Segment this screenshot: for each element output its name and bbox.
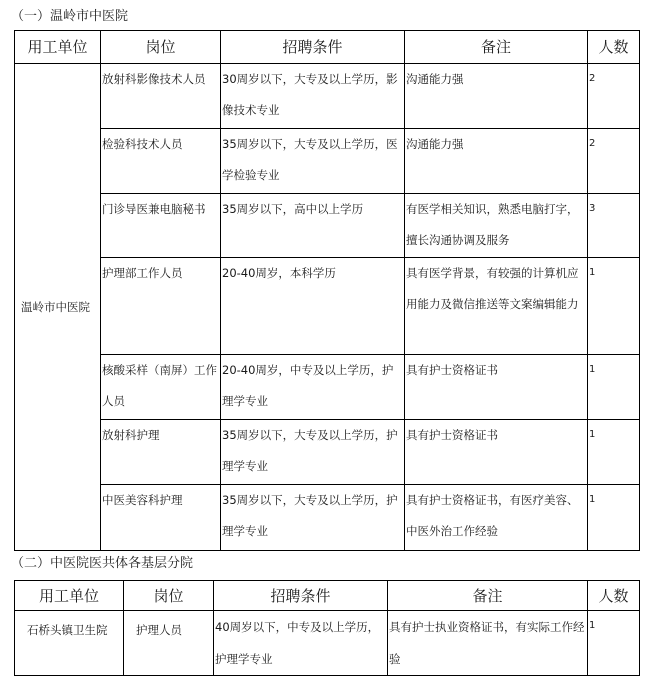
note-cell: 具有护士执业资格证书，有实际工作经验 (389, 620, 585, 666)
condition-cell: 40周岁以下，中专及以上学历，护理学专业 (215, 620, 380, 666)
table-row (15, 258, 640, 355)
table-row (15, 64, 640, 129)
header-note: 备注 (405, 31, 588, 64)
count-cell: 1 (589, 494, 596, 505)
note-cell: 沟通能力强 (406, 137, 464, 151)
post-cell: 门诊导医兼电脑秘书 (102, 202, 206, 216)
post-cell: 检验科技术人员 (102, 137, 183, 151)
table-header-row (15, 581, 640, 611)
note-cell: 有医学相关知识，熟悉电脑打字，擅长沟通协调及服务 (406, 202, 579, 247)
table-row (15, 355, 640, 420)
section1-table (14, 30, 640, 551)
post-cell: 核酸采样（南屏）工作人员 (102, 363, 217, 408)
table-row (15, 194, 640, 258)
condition-cell: 30周岁以下，大专及以上学历，影像技术专业 (222, 72, 398, 117)
count-cell: 3 (589, 203, 596, 214)
note-cell: 具有护士资格证书，有医疗美容、中医外治工作经验 (406, 493, 579, 538)
section2-title: （二）中医院医共体各基层分院 (11, 556, 194, 571)
header-count: 人数 (588, 581, 640, 611)
header-note: 备注 (388, 581, 588, 611)
table-header-row (15, 31, 640, 64)
count-cell: 1 (589, 364, 596, 375)
header-unit: 用工单位 (15, 31, 101, 64)
header-post: 岗位 (101, 31, 221, 64)
post-cell: 中医美容科护理 (102, 493, 183, 507)
note-cell: 沟通能力强 (406, 72, 464, 86)
condition-cell: 20-40周岁，中专及以上学历，护理学专业 (222, 363, 394, 408)
count-cell: 1 (589, 620, 596, 631)
count-cell: 2 (589, 73, 596, 84)
section2-table (14, 580, 640, 676)
condition-cell: 35周岁以下，高中以上学历 (222, 202, 364, 216)
post-cell: 放射科护理 (102, 428, 160, 442)
condition-cell: 35周岁以下，大专及以上学历，护理学专业 (222, 428, 398, 473)
table-row (15, 611, 640, 676)
table-row (15, 420, 640, 485)
post-cell: 护理人员 (136, 623, 182, 637)
employer-cell: 石桥头镇卫生院 (27, 623, 108, 637)
section1-title: （一）温岭市中医院 (11, 9, 129, 24)
note-cell: 具有医学背景，有较强的计算机应用能力及微信推送等文案编辑能力 (406, 266, 579, 311)
count-cell: 2 (589, 138, 596, 149)
header-unit: 用工单位 (15, 581, 124, 611)
table-row (15, 129, 640, 194)
header-condition: 招聘条件 (221, 31, 405, 64)
count-cell: 1 (589, 429, 596, 440)
post-cell: 护理部工作人员 (102, 266, 183, 280)
employer-cell: 温岭市中医院 (15, 64, 101, 551)
header-count: 人数 (588, 31, 640, 64)
count-cell: 1 (589, 267, 596, 278)
header-post: 岗位 (124, 581, 214, 611)
condition-cell: 20-40周岁，本科学历 (222, 266, 336, 280)
post-cell: 放射科影像技术人员 (102, 72, 206, 86)
note-cell: 具有护士资格证书 (406, 363, 498, 377)
header-condition: 招聘条件 (214, 581, 388, 611)
note-cell: 具有护士资格证书 (406, 428, 498, 442)
condition-cell: 35周岁以下，大专及以上学历，医学检验专业 (222, 137, 398, 182)
condition-cell: 35周岁以下，大专及以上学历，护理学专业 (222, 493, 398, 538)
table-row (15, 485, 640, 551)
